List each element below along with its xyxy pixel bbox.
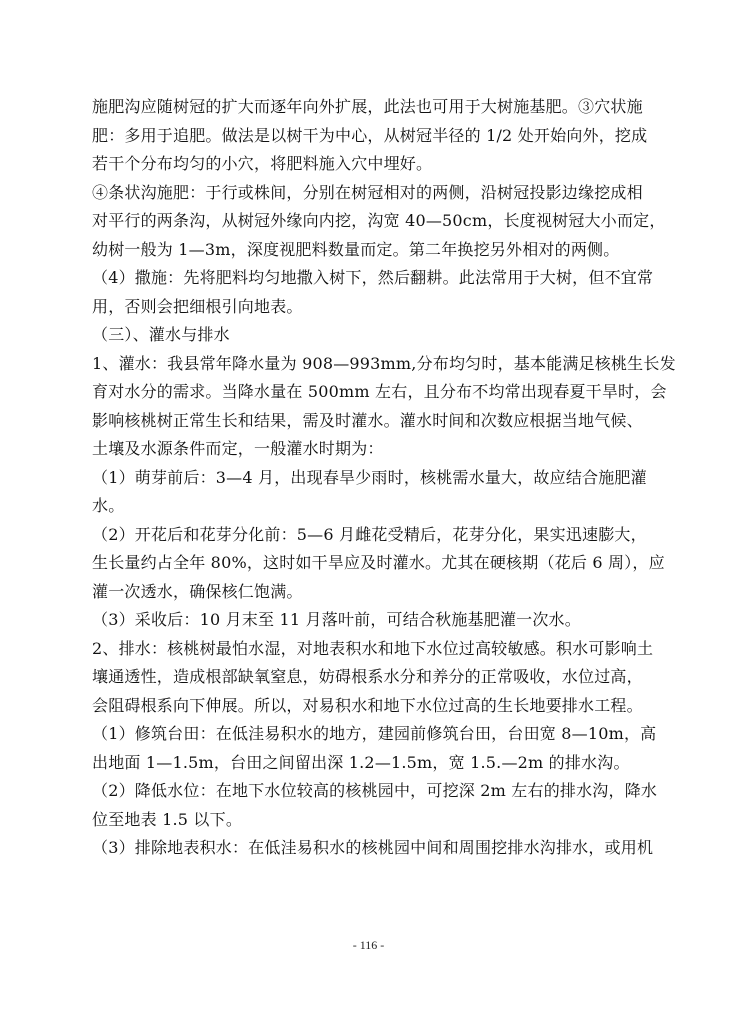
section-heading: （三）、灌水与排水 — [92, 325, 230, 344]
text-line: 生长量约占全年 80%，这时如干旱应及时灌水。尤其在硬核期（花后 6 周），应 — [92, 553, 665, 572]
text-line: （3）采收后：10 月末至 11 月落叶前，可结合秋施基肥灌一次水。 — [92, 610, 581, 629]
text-line: （1）萌芽前后：3—4 月，出现春旱少雨时，核桃需水量大，故应结合施肥灌 — [92, 467, 647, 487]
text-line: 2、排水：核桃树最怕水湿，对地表积水和地下水位过高较敏感。积水可影响土 — [92, 638, 654, 658]
text-line: （2）降低水位：在地下水位较高的核桃园中，可挖深 2m 左右的排水沟，降水 — [92, 781, 658, 800]
text-line: 位至地表 1.5 以下。 — [92, 809, 243, 829]
text-line: 用，否则会把细根引向地表。 — [92, 296, 303, 316]
text-line: 灌一次透水，确保核仁饱满。 — [92, 581, 303, 601]
document-body — [92, 93, 676, 863]
text-line: 对平行的两条沟，从树冠外缘向内挖，沟宽 40—50cm，长度视树冠大小而定， — [92, 211, 666, 230]
text-line: 施肥沟应随树冠的扩大而逐年向外扩展，此法也可用于大树施基肥。③穴状施 — [92, 97, 643, 116]
text-line: 幼树一般为 1—3m，深度视肥料数量而定。第二年换挖另外相对的两侧。 — [92, 239, 620, 259]
text-line: 肥：多用于追肥。做法是以树干为中心，从树冠半径的 1/2 处开始向外，挖成 — [92, 125, 648, 145]
text-line: ④条状沟施肥：于行或株间，分别在树冠相对的两侧，沿树冠投影边缘挖成相 — [92, 182, 643, 202]
text-line: 出地面 1—1.5m，台田之间留出深 1.2—1.5m，宽 1.5.—2m 的排水沟。 — [92, 752, 630, 772]
text-line: 1、灌水：我县常年降水量为 908—993mm,分布均匀时，基本能满足核桃生长发 — [92, 353, 676, 373]
text-line: （4）撒施：先将肥料均匀地撒入树下，然后翻耕。此法常用于大树，但不宜常 — [92, 268, 654, 287]
text-line: 育对水分的需求。当降水量在 500mm 左右，且分布不均常出现春夏干旱时，会 — [92, 382, 667, 401]
text-line: 水。 — [92, 496, 125, 515]
text-line: 影响核桃树正常生长和结果，需及时灌水。灌水时间和次数应根据当地气候、 — [92, 410, 643, 430]
text-line: （2）开花后和花芽分化前：5—6 月雌花受精后，花芽分化，果实迅速膨大， — [92, 524, 647, 544]
text-line: 会阻碍根系向下伸展。所以，对易积水和地下水位过高的生长地要排水工程。 — [92, 695, 643, 715]
page-number: - 116 - — [352, 938, 385, 952]
text-line: 土壤及水源条件而定，一般灌水时期为： — [92, 439, 384, 458]
text-line: 若干个分布均匀的小穴，将肥料施入穴中埋好。 — [92, 154, 433, 173]
text-line: （3）排除地表积水：在低洼易积水的核桃园中间和周围挖排水沟排水，或用机 — [92, 838, 654, 857]
text-line: （1）修筑台田：在低洼易积水的地方，建园前修筑台田，台田宽 8—10m，高 — [92, 724, 657, 743]
text-line: 壤通透性，造成根部缺氧窒息，妨碍根系水分和养分的正常吸收，水位过高， — [92, 667, 643, 686]
